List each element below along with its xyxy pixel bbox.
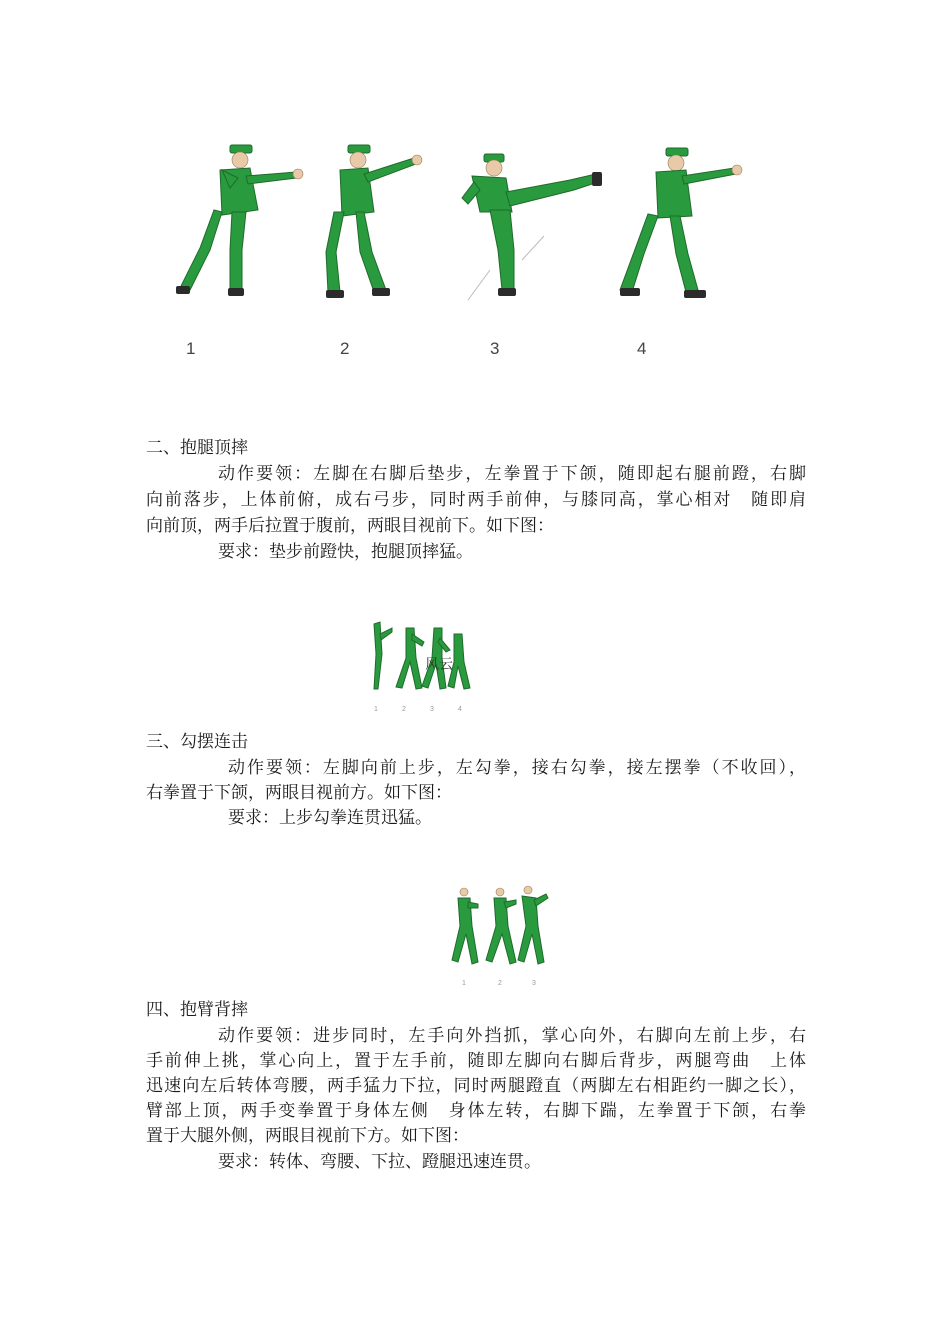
figure2-label-2: 2 — [402, 706, 406, 713]
section4-essentials-line-4: 臂部上顶，两手变拳置于身体左侧 身体左转，右脚下踹，左拳置于下颌，右拳 — [146, 1101, 806, 1121]
section3-essentials-line-2: 右拳置于下颌，两眼目视前方。如下图： — [146, 783, 452, 803]
soldier-figure-2 — [396, 628, 424, 689]
soldier-figure-1 — [176, 145, 303, 296]
section4-essentials-line-1: 动作要领：进步同时，左手向外挡抓，掌心向外，右脚向左前上步，右 — [218, 1026, 806, 1046]
figure1-label-3: 3 — [490, 339, 500, 358]
soldier-figure-1 — [452, 888, 478, 964]
figure2-label-4: 4 — [458, 706, 462, 713]
figure3-illustration — [450, 882, 550, 970]
section2-essentials-line-1: 动作要领：左脚在右脚后垫步，左拳置于下颌，随即起右腿前蹬，右脚 — [218, 464, 806, 484]
figure1-label-4: 4 — [637, 339, 647, 358]
section2-heading: 二、抱腿顶摔 — [146, 438, 248, 458]
section2-essentials-line-3: 向前顶，两手后拉置于腹前，两眼目视前下。如下图： — [146, 516, 554, 536]
section2-essentials-line-2: 向前落步，上体前俯，成右弓步，同时两手前伸，与膝同高，掌心相对 随即肩 — [146, 490, 806, 510]
soldier-figure-2 — [326, 145, 422, 298]
section4-essentials-line-5: 置于大腿外侧，两眼目视前下方。如下图： — [146, 1126, 469, 1146]
figure3-label-1: 1 — [462, 980, 466, 987]
section4-essentials-line-3: 迅速向左后转体弯腰，两手猛力下拉，同时两腿蹬直（两脚左右相距约一脚之长）， — [146, 1076, 806, 1096]
section4-heading: 四、抱臂背摔 — [146, 1000, 248, 1020]
soldier-figure-3 — [518, 886, 548, 964]
soldier-figure-3 — [462, 154, 602, 300]
section3-heading: 三、勾摆连击 — [146, 732, 248, 752]
figure2-illustration — [368, 614, 478, 694]
section2-requirement: 要求：垫步前蹬快，抱腿顶摔猛。 — [218, 542, 473, 562]
figure2-watermark: 风云 — [425, 657, 453, 673]
figure2-label-3: 3 — [430, 706, 434, 713]
figure3-label-2: 2 — [498, 980, 502, 987]
soldier-figure-2 — [486, 888, 516, 964]
section4-requirement: 要求：转体、弯腰、下拉、蹬腿迅速连贯。 — [218, 1152, 541, 1172]
soldier-figure-1 — [374, 622, 392, 689]
figure1-label-2: 2 — [340, 339, 350, 358]
figure3-label-3: 3 — [532, 980, 536, 987]
section3-essentials-line-1: 动作要领：左脚向前上步，左勾拳，接右勾拳，接左摆拳（不收回）， — [228, 758, 806, 778]
section4-essentials-line-2: 手前伸上挑，掌心向上，置于左手前，随即左脚向右脚后背步，两腿弯曲 上体 — [146, 1051, 806, 1071]
section3-requirement: 要求：上步勾拳连贯迅猛。 — [228, 808, 432, 828]
figure1-label-1: 1 — [186, 339, 196, 358]
figure1-illustration — [150, 140, 770, 310]
soldier-figure-4 — [620, 148, 742, 298]
figure2-label-1: 1 — [374, 706, 378, 713]
